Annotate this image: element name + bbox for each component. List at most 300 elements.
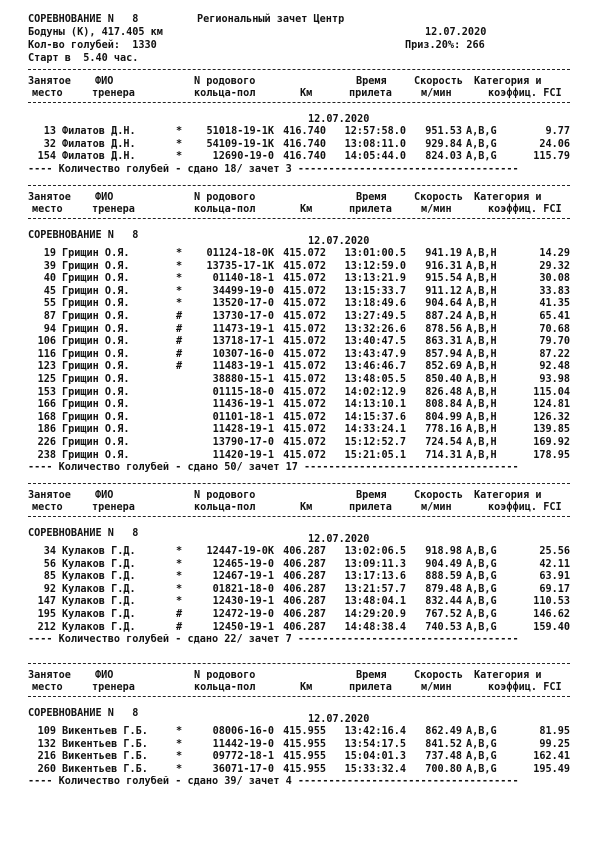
category-cell: A,B,H	[466, 374, 497, 385]
column-header-place2: место	[32, 88, 63, 99]
column-header-ring2: кольца-пол	[194, 204, 256, 215]
speed-cell: 915.54	[425, 273, 462, 285]
column-header-place1: Занятое	[28, 490, 71, 501]
ring-mark-cell: *	[176, 546, 183, 557]
place-cell: 260	[37, 763, 56, 775]
ring-number-cell: 01821-18-0	[212, 583, 274, 595]
section-summary: ---- Количество голубей - сдано 39/ зачет 4 ------------------------------------	[28, 776, 519, 788]
column-header-cat1: Категория и	[474, 76, 542, 87]
distance-cell: 406.287	[283, 621, 326, 633]
trainer-name-cell: Кулаков Г.Д.	[62, 609, 136, 620]
arrival-time-cell: 13:21:57.7	[344, 583, 406, 595]
fci-cell: 195.49	[533, 763, 570, 775]
ring-mark-cell: *	[176, 248, 183, 259]
category-cell: A,B,H	[466, 386, 497, 398]
speed-cell: 826.48	[425, 386, 462, 398]
category-cell: A,B,G	[466, 596, 497, 608]
distance-cell: 415.072	[283, 336, 326, 348]
ring-number-cell: 11442-19-0	[212, 738, 274, 750]
arrival-time-cell: 14:48:38.4	[344, 621, 406, 633]
ring-number-cell: 36071-17-0	[212, 763, 274, 775]
pigeon-count: Кол-во голубей: 1330	[28, 40, 157, 51]
fci-cell: 92.48	[539, 361, 570, 373]
trainer-name-cell: Грищин О.Я.	[62, 298, 130, 310]
ring-mark-cell: *	[176, 596, 183, 608]
divider	[28, 69, 570, 70]
prize-count: Приз.20%: 266	[405, 40, 485, 51]
column-header-speed1: Скорость	[414, 490, 464, 501]
speed-cell: 911.12	[425, 285, 462, 297]
ring-number-cell: 01115-18-0	[212, 386, 274, 398]
trainer-name-cell: Кулаков Г.Д.	[62, 558, 136, 570]
trainer-name-cell: Филатов Д.Н.	[62, 138, 136, 150]
category-cell: A,B,H	[466, 348, 497, 360]
fci-cell: 146.62	[533, 609, 570, 620]
release-location: Бодуны (К), 417.405 км	[28, 27, 163, 38]
column-header-ring1: N родового	[194, 76, 256, 87]
arrival-time-cell: 14:02:12.9	[344, 386, 406, 398]
place-cell: 109	[37, 726, 56, 737]
place-cell: 216	[37, 751, 56, 763]
speed-cell: 951.53	[425, 126, 462, 137]
trainer-name-cell: Грищин О.Я.	[62, 411, 130, 423]
ring-number-cell: 12450-19-1	[212, 621, 274, 633]
column-header-ring1: N родового	[194, 192, 256, 203]
place-cell: 40	[43, 273, 56, 285]
fci-cell: 81.95	[539, 726, 570, 737]
ring-number-cell: 51018-19-1K	[206, 126, 274, 137]
speed-cell: 724.54	[425, 437, 462, 448]
arrival-time-cell: 15:04:01.3	[344, 751, 406, 763]
column-header-speed1: Скорость	[414, 670, 464, 681]
speed-cell: 929.84	[425, 138, 462, 150]
trainer-name-cell: Кулаков Г.Д.	[62, 571, 136, 583]
section-summary: ---- Количество голубей - сдано 50/ зачет 17 -----------------------------------	[28, 462, 519, 474]
fci-cell: 65.41	[539, 311, 570, 322]
column-header-time2: прилета	[349, 682, 392, 693]
trainer-name-cell: Грищин О.Я.	[62, 386, 130, 398]
ring-number-cell: 01124-18-0K	[206, 248, 274, 259]
category-cell: A,B,G	[466, 621, 497, 633]
trainer-name-cell: Грищин О.Я.	[62, 399, 130, 411]
place-cell: 132	[37, 738, 56, 750]
column-header-km: Км	[300, 502, 313, 513]
category-cell: A,B,H	[466, 361, 497, 373]
category-cell: A,B,G	[466, 558, 497, 570]
arrival-time-cell: 13:12:59.0	[344, 260, 406, 272]
distance-cell: 415.955	[283, 726, 326, 737]
speed-cell: 850.40	[425, 374, 462, 385]
place-cell: 55	[43, 298, 56, 310]
fci-cell: 14.29	[539, 248, 570, 259]
place-cell: 116	[37, 348, 56, 360]
column-header-time2: прилета	[349, 502, 392, 513]
column-header-cat1: Категория и	[474, 192, 542, 203]
distance-cell: 415.072	[283, 273, 326, 285]
release-date: 12.07.2020	[425, 27, 487, 38]
distance-cell: 415.072	[283, 348, 326, 360]
column-header-cat1: Категория и	[474, 670, 542, 681]
category-cell: A,B,H	[466, 424, 497, 436]
section-date: 12.07.2020	[308, 236, 370, 247]
column-header-time1: Время	[356, 490, 387, 501]
category-cell: A,B,H	[466, 449, 497, 461]
section-competition-label: СОРЕВНОВАНИЕ N 8	[28, 708, 139, 719]
ring-number-cell: 13718-17-1	[212, 336, 274, 348]
arrival-time-cell: 13:42:16.4	[344, 726, 406, 737]
trainer-name-cell: Грищин О.Я.	[62, 424, 130, 436]
fci-cell: 9.77	[545, 126, 570, 137]
category-cell: A,B,H	[466, 285, 497, 297]
trainer-name-cell: Филатов Д.Н.	[62, 126, 136, 137]
ring-number-cell: 38880-15-1	[212, 374, 274, 385]
place-cell: 32	[43, 138, 56, 150]
ring-number-cell: 08006-16-0	[212, 726, 274, 737]
speed-cell: 863.31	[425, 336, 462, 348]
column-header-km: Км	[300, 88, 313, 99]
column-header-ring2: кольца-пол	[194, 88, 256, 99]
distance-cell: 415.072	[283, 437, 326, 448]
column-header-place2: место	[32, 502, 63, 513]
ring-number-cell: 12447-19-0K	[206, 546, 274, 557]
trainer-name-cell: Грищин О.Я.	[62, 437, 130, 448]
category-cell: A,B,H	[466, 437, 497, 448]
trainer-name-cell: Викентьев Г.Б.	[62, 726, 148, 737]
category-cell: A,B,H	[466, 248, 497, 259]
column-header-name2: тренера	[92, 682, 135, 693]
fci-cell: 115.04	[533, 386, 570, 398]
report-title: Региональный зачет Центр	[197, 14, 345, 25]
fci-cell: 25.56	[539, 546, 570, 557]
distance-cell: 406.287	[283, 558, 326, 570]
arrival-time-cell: 12:57:58.0	[344, 126, 406, 137]
distance-cell: 415.072	[283, 361, 326, 373]
trainer-name-cell: Кулаков Г.Д.	[62, 583, 136, 595]
column-header-place1: Занятое	[28, 76, 71, 87]
column-header-speed2: м/мин	[421, 204, 452, 215]
ring-number-cell: 11420-19-1	[212, 449, 274, 461]
category-cell: A,B,G	[466, 546, 497, 557]
ring-number-cell: 01140-18-1	[212, 273, 274, 285]
speed-cell: 778.16	[425, 424, 462, 436]
column-header-cat2: коэффиц. FCI	[488, 204, 562, 215]
distance-cell: 415.072	[283, 248, 326, 259]
place-cell: 238	[37, 449, 56, 461]
distance-cell: 415.955	[283, 751, 326, 763]
distance-cell: 415.072	[283, 260, 326, 272]
place-cell: 45	[43, 285, 56, 297]
column-header-name1: ФИО	[95, 670, 114, 681]
place-cell: 106	[37, 336, 56, 348]
column-header-name1: ФИО	[95, 192, 114, 203]
fci-cell: 159.40	[533, 621, 570, 633]
section-summary: ---- Количество голубей - сдано 18/ зачет 3 ------------------------------------	[28, 163, 519, 175]
ring-number-cell: 13520-17-0	[212, 298, 274, 310]
ring-number-cell: 11436-19-1	[212, 399, 274, 411]
ring-number-cell: 34499-19-0	[212, 285, 274, 297]
column-header-name2: тренера	[92, 204, 135, 215]
speed-cell: 841.52	[425, 738, 462, 750]
column-header-place2: место	[32, 204, 63, 215]
distance-cell: 416.740	[283, 138, 326, 150]
ring-number-cell: 09772-18-1	[212, 751, 274, 763]
competition-number: СОРЕВНОВАНИЕ N 8	[28, 14, 139, 25]
speed-cell: 740.53	[425, 621, 462, 633]
speed-cell: 879.48	[425, 583, 462, 595]
place-cell: 85	[43, 571, 56, 583]
section-competition-label: СОРЕВНОВАНИЕ N 8	[28, 230, 139, 241]
ring-mark-cell: *	[176, 558, 183, 570]
fci-cell: 126.32	[533, 411, 570, 423]
distance-cell: 415.955	[283, 738, 326, 750]
ring-mark-cell: *	[176, 571, 183, 583]
category-cell: A,B,G	[466, 738, 497, 750]
column-header-ring1: N родового	[194, 490, 256, 501]
arrival-time-cell: 15:12:52.7	[344, 437, 406, 448]
divider	[28, 663, 570, 664]
ring-mark-cell: #	[176, 609, 183, 620]
arrival-time-cell: 13:40:47.5	[344, 336, 406, 348]
ring-mark-cell: *	[176, 273, 183, 285]
distance-cell: 406.287	[283, 546, 326, 557]
place-cell: 87	[43, 311, 56, 322]
fci-cell: 87.22	[539, 348, 570, 360]
ring-mark-cell: #	[176, 361, 183, 373]
category-cell: A,B,H	[466, 399, 497, 411]
trainer-name-cell: Кулаков Г.Д.	[62, 621, 136, 633]
category-cell: A,B,G	[466, 126, 497, 137]
section-date: 12.07.2020	[308, 714, 370, 725]
fci-cell: 33.83	[539, 285, 570, 297]
place-cell: 168	[37, 411, 56, 423]
distance-cell: 406.287	[283, 596, 326, 608]
fci-cell: 162.41	[533, 751, 570, 763]
trainer-name-cell: Грищин О.Я.	[62, 323, 130, 335]
trainer-name-cell: Грищин О.Я.	[62, 248, 130, 259]
trainer-name-cell: Грищин О.Я.	[62, 449, 130, 461]
ring-mark-cell: #	[176, 323, 183, 335]
trainer-name-cell: Викентьев Г.Б.	[62, 738, 148, 750]
column-header-name2: тренера	[92, 502, 135, 513]
column-header-km: Км	[300, 204, 313, 215]
ring-mark-cell: *	[176, 260, 183, 272]
distance-cell: 415.072	[283, 374, 326, 385]
arrival-time-cell: 13:54:17.5	[344, 738, 406, 750]
place-cell: 125	[37, 374, 56, 385]
fci-cell: 178.95	[533, 449, 570, 461]
speed-cell: 916.31	[425, 260, 462, 272]
start-time: Старт в 5.40 час.	[28, 53, 139, 64]
arrival-time-cell: 13:27:49.5	[344, 311, 406, 322]
divider	[28, 218, 570, 219]
fci-cell: 79.70	[539, 336, 570, 348]
column-header-cat2: коэффиц. FCI	[488, 88, 562, 99]
arrival-time-cell: 15:21:05.1	[344, 449, 406, 461]
trainer-name-cell: Викентьев Г.Б.	[62, 763, 148, 775]
fci-cell: 169.92	[533, 437, 570, 448]
arrival-time-cell: 13:46:46.7	[344, 361, 406, 373]
distance-cell: 415.072	[283, 323, 326, 335]
fci-cell: 139.85	[533, 424, 570, 436]
ring-mark-cell: *	[176, 126, 183, 137]
column-header-time1: Время	[356, 192, 387, 203]
arrival-time-cell: 13:08:11.0	[344, 138, 406, 150]
fci-cell: 124.81	[533, 399, 570, 411]
column-header-speed1: Скорость	[414, 76, 464, 87]
fci-cell: 30.08	[539, 273, 570, 285]
ring-number-cell: 54109-19-1K	[206, 138, 274, 150]
distance-cell: 415.072	[283, 411, 326, 423]
ring-number-cell: 10307-16-0	[212, 348, 274, 360]
speed-cell: 824.03	[425, 151, 462, 163]
trainer-name-cell: Кулаков Г.Д.	[62, 546, 136, 557]
speed-cell: 904.49	[425, 558, 462, 570]
arrival-time-cell: 14:13:10.1	[344, 399, 406, 411]
arrival-time-cell: 13:02:06.5	[344, 546, 406, 557]
ring-mark-cell: *	[176, 151, 183, 163]
column-header-name2: тренера	[92, 88, 135, 99]
speed-cell: 918.98	[425, 546, 462, 557]
ring-number-cell: 11483-19-1	[212, 361, 274, 373]
arrival-time-cell: 15:33:32.4	[344, 763, 406, 775]
column-header-speed1: Скорость	[414, 192, 464, 203]
distance-cell: 406.287	[283, 609, 326, 620]
ring-mark-cell: #	[176, 621, 183, 633]
distance-cell: 416.740	[283, 126, 326, 137]
column-header-name1: ФИО	[95, 490, 114, 501]
trainer-name-cell: Грищин О.Я.	[62, 374, 130, 385]
ring-mark-cell: *	[176, 726, 183, 737]
trainer-name-cell: Грищин О.Я.	[62, 260, 130, 272]
column-header-speed2: м/мин	[421, 502, 452, 513]
fci-cell: 93.98	[539, 374, 570, 385]
distance-cell: 415.072	[283, 424, 326, 436]
distance-cell: 406.287	[283, 571, 326, 583]
place-cell: 212	[37, 621, 56, 633]
distance-cell: 415.072	[283, 399, 326, 411]
ring-number-cell: 12465-19-0	[212, 558, 274, 570]
trainer-name-cell: Грищин О.Я.	[62, 311, 130, 322]
ring-mark-cell: *	[176, 138, 183, 150]
arrival-time-cell: 13:17:13.6	[344, 571, 406, 583]
column-header-place2: место	[32, 682, 63, 693]
column-header-cat2: коэффиц. FCI	[488, 502, 562, 513]
place-cell: 153	[37, 386, 56, 398]
column-header-cat1: Категория и	[474, 490, 542, 501]
category-cell: A,B,H	[466, 323, 497, 335]
arrival-time-cell: 13:01:00.5	[344, 248, 406, 259]
fci-cell: 70.68	[539, 323, 570, 335]
place-cell: 94	[43, 323, 56, 335]
place-cell: 186	[37, 424, 56, 436]
distance-cell: 415.955	[283, 763, 326, 775]
distance-cell: 415.072	[283, 386, 326, 398]
ring-mark-cell: *	[176, 738, 183, 750]
ring-number-cell: 01101-18-1	[212, 411, 274, 423]
category-cell: A,B,H	[466, 260, 497, 272]
column-header-cat2: коэффиц. FCI	[488, 682, 562, 693]
speed-cell: 700.80	[425, 763, 462, 775]
place-cell: 195	[37, 609, 56, 620]
trainer-name-cell: Викентьев Г.Б.	[62, 751, 148, 763]
place-cell: 39	[43, 260, 56, 272]
ring-number-cell: 12430-19-1	[212, 596, 274, 608]
column-header-place1: Занятое	[28, 670, 71, 681]
category-cell: A,B,H	[466, 298, 497, 310]
column-header-time1: Время	[356, 76, 387, 87]
distance-cell: 406.287	[283, 583, 326, 595]
speed-cell: 904.64	[425, 298, 462, 310]
fci-cell: 99.25	[539, 738, 570, 750]
column-header-place1: Занятое	[28, 192, 71, 203]
divider	[28, 185, 570, 186]
column-header-name1: ФИО	[95, 76, 114, 87]
distance-cell: 416.740	[283, 151, 326, 163]
arrival-time-cell: 13:18:49.6	[344, 298, 406, 310]
arrival-time-cell: 13:15:33.7	[344, 285, 406, 297]
column-header-time2: прилета	[349, 88, 392, 99]
ring-mark-cell: *	[176, 763, 183, 775]
place-cell: 13	[43, 126, 56, 137]
category-cell: A,B,G	[466, 609, 497, 620]
column-header-ring2: кольца-пол	[194, 502, 256, 513]
speed-cell: 737.48	[425, 751, 462, 763]
speed-cell: 832.44	[425, 596, 462, 608]
fci-cell: 42.11	[539, 558, 570, 570]
distance-cell: 415.072	[283, 311, 326, 322]
fci-cell: 24.06	[539, 138, 570, 150]
ring-number-cell: 13735-17-1K	[206, 260, 274, 272]
speed-cell: 804.99	[425, 411, 462, 423]
category-cell: A,B,H	[466, 311, 497, 322]
arrival-time-cell: 14:33:24.1	[344, 424, 406, 436]
category-cell: A,B,G	[466, 138, 497, 150]
section-summary: ---- Количество голубей - сдано 22/ зачет 7 ------------------------------------	[28, 634, 519, 646]
trainer-name-cell: Грищин О.Я.	[62, 348, 130, 360]
column-header-km: Км	[300, 682, 313, 693]
arrival-time-cell: 13:48:04.1	[344, 596, 406, 608]
divider	[28, 516, 570, 517]
divider	[28, 102, 570, 103]
fci-cell: 63.91	[539, 571, 570, 583]
speed-cell: 767.52	[425, 609, 462, 620]
speed-cell: 808.84	[425, 399, 462, 411]
ring-number-cell: 13790-17-0	[212, 437, 274, 448]
speed-cell: 862.49	[425, 726, 462, 737]
place-cell: 19	[43, 248, 56, 259]
column-header-ring1: N родового	[194, 670, 256, 681]
category-cell: A,B,H	[466, 273, 497, 285]
place-cell: 166	[37, 399, 56, 411]
ring-mark-cell: *	[176, 751, 183, 763]
arrival-time-cell: 13:32:26.6	[344, 323, 406, 335]
arrival-time-cell: 13:09:11.3	[344, 558, 406, 570]
divider	[28, 483, 570, 484]
trainer-name-cell: Кулаков Г.Д.	[62, 596, 136, 608]
speed-cell: 941.19	[425, 248, 462, 259]
category-cell: A,B,H	[466, 411, 497, 423]
speed-cell: 888.59	[425, 571, 462, 583]
category-cell: A,B,G	[466, 751, 497, 763]
place-cell: 154	[37, 151, 56, 163]
column-header-speed2: м/мин	[421, 682, 452, 693]
speed-cell: 852.69	[425, 361, 462, 373]
speed-cell: 857.94	[425, 348, 462, 360]
ring-number-cell: 12690-19-0	[212, 151, 274, 163]
trainer-name-cell: Грищин О.Я.	[62, 336, 130, 348]
trainer-name-cell: Грищин О.Я.	[62, 273, 130, 285]
fci-cell: 41.35	[539, 298, 570, 310]
